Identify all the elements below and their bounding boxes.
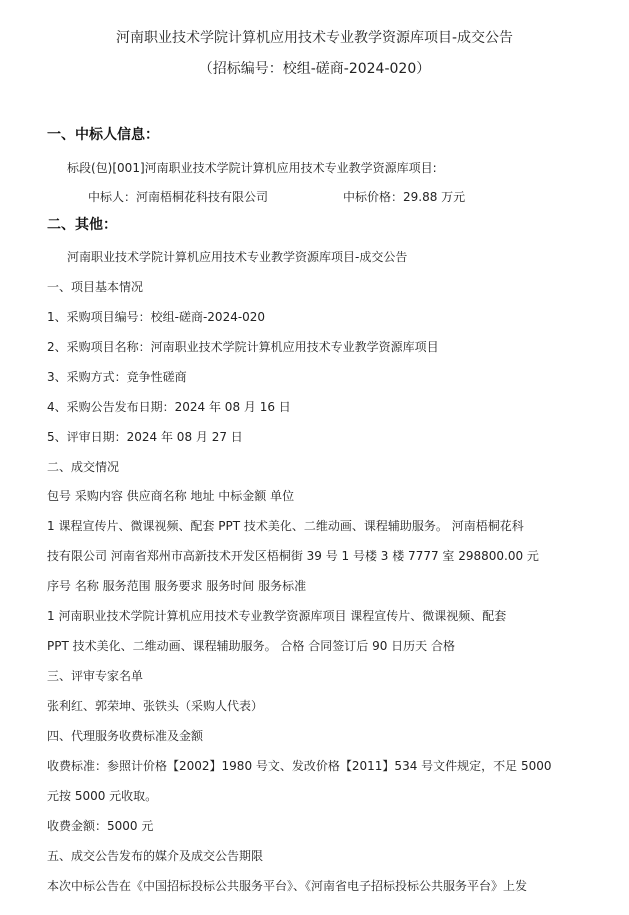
body-line: 元按 5000 元收取。 bbox=[47, 789, 158, 803]
body-line: 1、采购项目编号：校组-磋商-2024-020 bbox=[47, 310, 266, 324]
document-title: 河南职业技术学院计算机应用技术专业教学资源库项目-成交公告 bbox=[115, 30, 514, 46]
body-line: 2、采购项目名称：河南职业技术学院计算机应用技术专业教学资源库项目 bbox=[47, 340, 439, 354]
body-line: 三、评审专家名单 bbox=[47, 669, 144, 683]
body-line: 本次中标公告在《中国招标投标公共服务平台》、《河南省电子招标投标公共服务平台》上发 bbox=[47, 879, 528, 893]
winning-price: 中标价格：29.88 万元 bbox=[343, 190, 466, 204]
body-line: 收费标准：参照计价格【2002】1980 号文、发改价格【2011】534 号文件规定，不足 5000 bbox=[47, 759, 552, 773]
winner-name: 中标人：河南梧桐花科技有限公司 bbox=[88, 190, 269, 204]
body-line: PPT 技术美化、二维动画、课程辅助服务。 合格 合同签订后 90 日历天 合格 bbox=[47, 639, 455, 653]
section-heading-winner-info: 一、中标人信息： bbox=[47, 127, 159, 143]
body-line: 5、评审日期：2024 年 08 月 27 日 bbox=[47, 430, 243, 444]
section-heading-other: 二、其他： bbox=[47, 217, 117, 233]
body-line: 收费金额：5000 元 bbox=[47, 819, 154, 833]
body-line: 五、成交公告发布的媒介及成交公告期限 bbox=[47, 849, 264, 863]
body-line: 包号 采购内容 供应商名称 地址 中标金额 单位 bbox=[47, 489, 295, 503]
body-line: 张利红、郭荣坤、张铁头（采购人代表） bbox=[47, 699, 264, 713]
body-line: 一、项目基本情况 bbox=[47, 280, 144, 294]
body-line: 河南职业技术学院计算机应用技术专业教学资源库项目-成交公告 bbox=[67, 250, 408, 264]
lot-line: 标段(包)[001]河南职业技术学院计算机应用技术专业教学资源库项目: bbox=[67, 161, 437, 175]
body-line: 1 课程宣传片、微课视频、配套 PPT 技术美化、二维动画、课程辅助服务。 河南梧桐花科 bbox=[47, 519, 524, 533]
body-line: 序号 名称 服务范围 服务要求 服务时间 服务标准 bbox=[47, 579, 307, 593]
body-line: 4、采购公告发布日期：2024 年 08 月 16 日 bbox=[47, 400, 291, 414]
body-line: 四、代理服务收费标准及金额 bbox=[47, 729, 204, 743]
document-subtitle: （招标编号：校组-磋商-2024-020） bbox=[198, 61, 431, 77]
body-line: 二、成交情况 bbox=[47, 460, 120, 474]
body-line: 3、采购方式：竞争性磋商 bbox=[47, 370, 187, 384]
body-line: 1 河南职业技术学院计算机应用技术专业教学资源库项目 课程宣传片、微课视频、配套 bbox=[47, 609, 507, 623]
body-line: 技有限公司 河南省郑州市高新技术开发区梧桐街 39 号 1 号楼 3 楼 7777 室 298800.00 元 bbox=[47, 549, 539, 563]
